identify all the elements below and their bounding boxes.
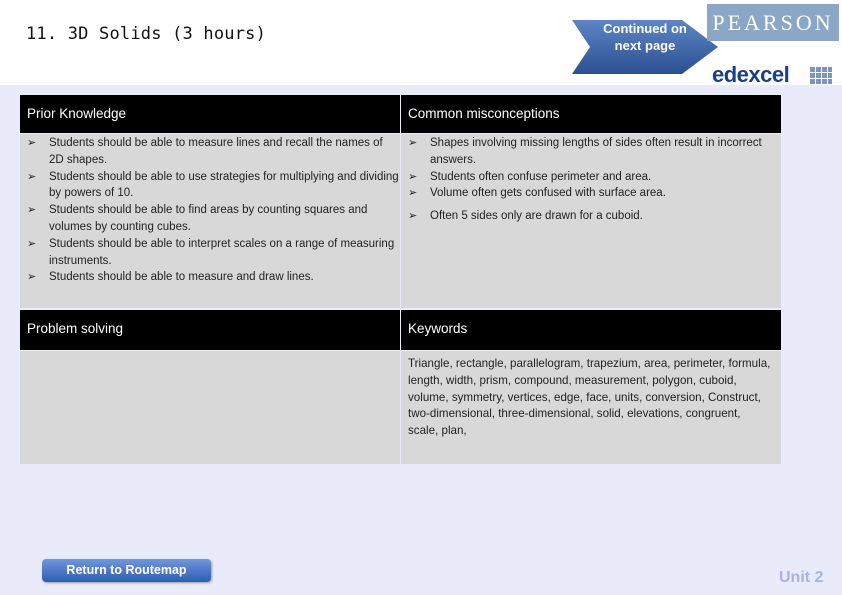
list-item: ➢ Students often confuse perimeter and area. [401, 169, 781, 186]
list-item: ➢ Often 5 sides only are drawn for a cuboid. [401, 208, 781, 225]
arrow-bullet-icon: ➢ [27, 170, 37, 183]
arrow-bullet-icon: ➢ [408, 137, 418, 149]
list-item: ➢ Students should be able to use strategies for multiplying and dividing by powers of 10. [27, 170, 399, 200]
arrow-bullet-icon: ➢ [27, 271, 37, 284]
arrow-bullet-icon: ➢ [408, 210, 418, 223]
arrow-bullet-icon: ➢ [408, 170, 418, 183]
list-item: ➢ Students should be able to measure lines and recall the names of 2D shapes. [27, 137, 383, 166]
list-item: ➢ Shapes involving missing lengths of sides often result in incorrect answers. [408, 137, 762, 166]
list-item: ➢ Students should be able to measure and draw lines. [20, 269, 400, 286]
misconceptions-cell [401, 134, 781, 308]
keywords-cell: Triangle, rectangle, parallelogram, trapezium, area, perimeter, formula, length, width, prism, compound, measurement, polygon, cuboid, volume, symmetry, vertices, edge, face, units, conversion, Construct, two-dimensional, three-dimensional, solid, elevations, congruent, scale, plan, [401, 351, 781, 464]
continued-label: Continued on next page [603, 21, 687, 53]
keywords-header: Keywords [401, 310, 781, 350]
page-title: 11. 3D Solids (3 hours) [26, 24, 267, 44]
arrow-bullet-icon: ➢ [408, 187, 418, 200]
list-item: ➢ Students should be able to interpret scales on a range of measuring instruments. [27, 237, 395, 267]
list-item: ➢ Volume often gets confused with surface area. [401, 185, 781, 202]
prior-knowledge-cell [20, 134, 400, 308]
continued-next-page-button[interactable] [570, 16, 720, 78]
misconceptions-header: Common misconceptions [401, 95, 781, 133]
edexcel-grid-icon [810, 67, 832, 85]
list-item: ➢ Students should be able to find areas by counting squares and volumes by counting cubes. [27, 204, 368, 233]
edexcel-logo: edexcel [712, 62, 790, 87]
unit-label: Unit 2 [779, 569, 824, 586]
arrow-bullet-icon: ➢ [27, 204, 37, 217]
problem-solving-header: Problem solving [20, 310, 400, 350]
pearson-logo: PEARSON [707, 4, 839, 41]
return-to-routemap-button[interactable]: Return to Routemap [42, 559, 211, 582]
problem-solving-cell [20, 351, 400, 464]
arrow-bullet-icon: ➢ [27, 137, 37, 149]
arrow-bullet-icon: ➢ [27, 237, 37, 250]
prior-knowledge-header: Prior Knowledge [20, 95, 400, 133]
